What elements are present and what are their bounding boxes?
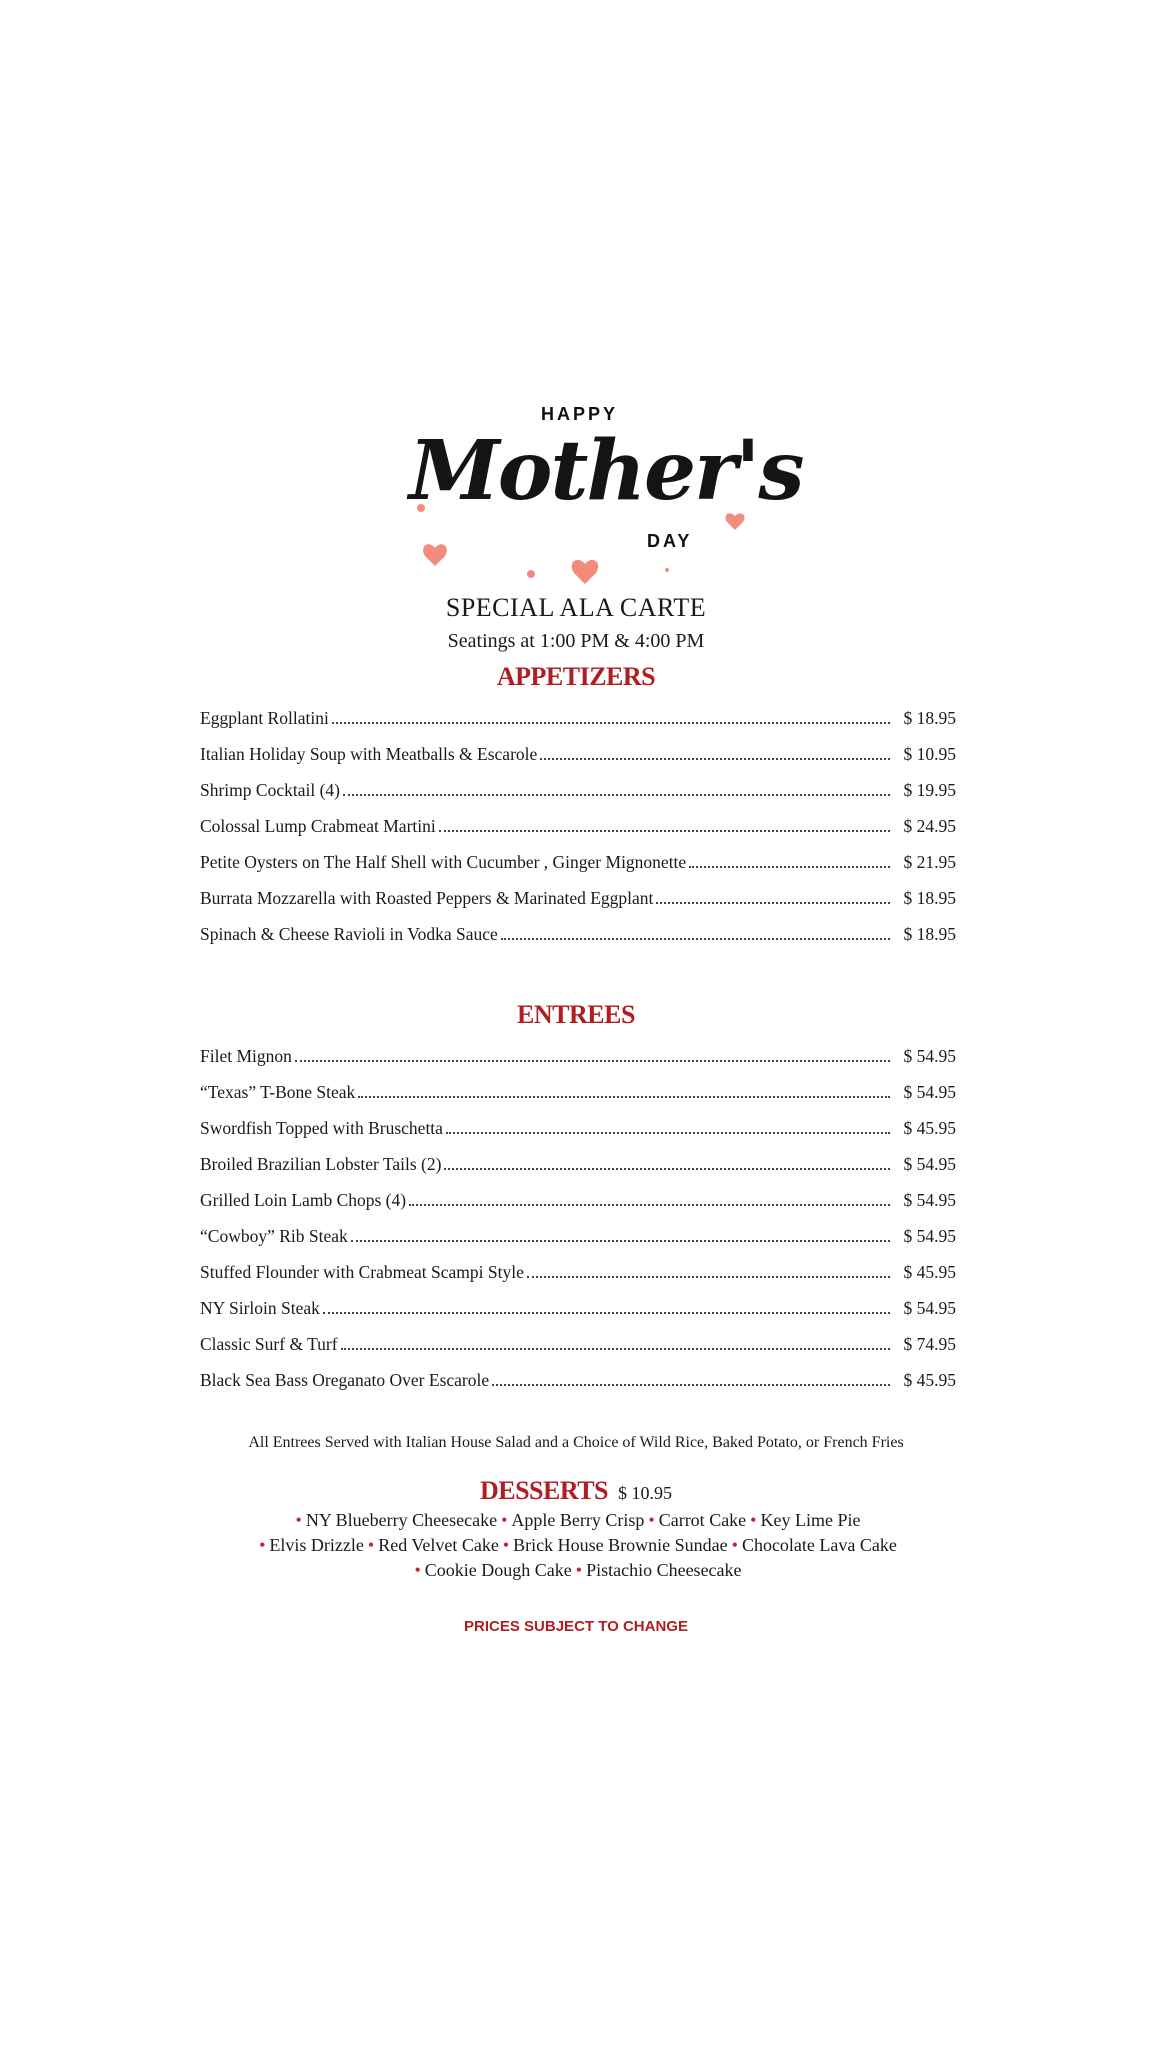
dot-leader xyxy=(446,1131,890,1134)
dot-leader xyxy=(351,1239,890,1242)
logo-day-text: DAY xyxy=(647,531,693,551)
menu-item-price: $ 10.95 xyxy=(903,744,956,764)
menu-item xyxy=(200,1226,956,1256)
menu-item xyxy=(200,1154,956,1184)
menu-item xyxy=(200,888,956,918)
seatings-text: Seatings at 1:00 PM & 4:00 PM xyxy=(447,630,705,652)
bullet-icon: • xyxy=(731,1535,738,1555)
logo-script-text: Mother's xyxy=(409,423,803,519)
menu-item-name: Black Sea Bass Oreganato Over Escarole xyxy=(200,1370,490,1390)
menu-item-price: $ 54.95 xyxy=(903,1046,956,1066)
desserts-price: $ 10.95 xyxy=(618,1483,673,1503)
dessert-item: Key Lime Pie xyxy=(760,1510,861,1530)
menu-item-name: Filet Mignon xyxy=(200,1046,292,1066)
dot-leader xyxy=(358,1095,890,1098)
menu-item-name: Stuffed Flounder with Crabmeat Scampi Style xyxy=(200,1262,524,1282)
dessert-item: Cookie Dough Cake xyxy=(424,1560,572,1580)
menu-item xyxy=(200,1118,956,1148)
bullet-icon: • xyxy=(259,1535,266,1555)
desserts-heading: DESSERTS xyxy=(479,1476,609,1505)
menu-item xyxy=(200,924,956,954)
bullet-icon: • xyxy=(750,1510,757,1530)
menu-item-price: $ 45.95 xyxy=(903,1118,956,1138)
dessert-line xyxy=(0,1535,1152,1556)
menu-item xyxy=(200,780,956,810)
menu-item-price: $ 54.95 xyxy=(903,1298,956,1318)
menu-item-name: Classic Surf & Turf xyxy=(200,1334,338,1354)
entrees-note: All Entrees Served with Italian House Salad and a Choice of Wild Rice, Baked Potato, or French Fries xyxy=(248,1434,904,1451)
menu-item-name: Swordfish Topped with Bruschetta xyxy=(200,1118,443,1138)
menu-item xyxy=(200,1262,956,1292)
bullet-icon: • xyxy=(575,1560,583,1580)
menu-item-name: “Cowboy” Rib Steak xyxy=(200,1226,348,1246)
bullet-icon: • xyxy=(648,1510,655,1530)
bullet-icon: • xyxy=(414,1560,421,1580)
menu-item-price: $ 74.95 xyxy=(903,1334,956,1354)
menu-item-price: $ 18.95 xyxy=(903,708,956,728)
menu-item-price: $ 54.95 xyxy=(903,1190,956,1210)
menu-item xyxy=(200,1046,956,1076)
dot-leader xyxy=(444,1167,890,1170)
menu-item-name: Eggplant Rollatini xyxy=(200,708,329,728)
menu-item xyxy=(200,852,956,882)
logo-happy-text: HAPPY xyxy=(541,404,619,424)
dot-leader xyxy=(527,1275,890,1278)
menu-item xyxy=(200,708,956,738)
menu-item xyxy=(200,1298,956,1328)
menu-item-name: Italian Holiday Soup with Meatballs & Escarole xyxy=(200,744,538,764)
menu-title: SPECIAL ALA CARTE xyxy=(445,593,707,622)
dessert-item: NY Blueberry Cheesecake xyxy=(305,1510,498,1530)
dot-leader xyxy=(689,865,890,868)
menu-item-price: $ 45.95 xyxy=(903,1262,956,1282)
menu-item-price: $ 18.95 xyxy=(903,888,956,908)
menu-item xyxy=(200,1082,956,1112)
dessert-item: Brick House Brownie Sundae xyxy=(513,1535,728,1555)
dot-leader xyxy=(343,793,890,796)
dot-leader xyxy=(656,901,890,904)
menu-item-name: Grilled Loin Lamb Chops (4) xyxy=(200,1190,407,1210)
dessert-item: Pistachio Cheesecake xyxy=(586,1560,742,1580)
dot-leader xyxy=(501,937,890,940)
menu-item-price: $ 54.95 xyxy=(903,1082,956,1102)
menu-item-price: $ 18.95 xyxy=(903,924,956,944)
dot-leader xyxy=(492,1383,890,1386)
bullet-icon: • xyxy=(295,1510,302,1530)
dot-leader xyxy=(295,1059,890,1062)
dot-leader xyxy=(332,721,890,724)
menu-item-price: $ 54.95 xyxy=(903,1154,956,1174)
dessert-item: Carrot Cake xyxy=(658,1510,747,1530)
dessert-line xyxy=(0,1560,1152,1581)
menu-item xyxy=(200,1370,956,1400)
dot-leader xyxy=(323,1311,890,1314)
menu-item-name: Shrimp Cocktail (4) xyxy=(200,780,340,800)
dessert-item: Elvis Drizzle xyxy=(269,1535,364,1555)
entrees-heading: ENTREES xyxy=(517,1000,635,1029)
menu-item xyxy=(200,1334,956,1364)
menu-item xyxy=(200,744,956,774)
menu-item-name: “Texas” T-Bone Steak xyxy=(200,1082,356,1102)
dessert-item: Chocolate Lava Cake xyxy=(741,1535,897,1555)
desserts-heading-row xyxy=(0,1476,1152,1506)
menu-item-name: Petite Oysters on The Half Shell with Cucumber , Ginger Mignonette xyxy=(200,852,687,872)
menu-item-price: $ 54.95 xyxy=(903,1226,956,1246)
menu-item-name: Broiled Brazilian Lobster Tails (2) xyxy=(200,1154,442,1174)
mothers-day-logo xyxy=(405,398,803,588)
bullet-icon: • xyxy=(502,1535,510,1555)
dessert-item: Red Velvet Cake xyxy=(378,1535,499,1555)
dot-leader xyxy=(341,1347,890,1350)
menu-item-name: Burrata Mozzarella with Roasted Peppers & Marinated Eggplant xyxy=(200,888,654,908)
dot-leader xyxy=(540,757,890,760)
appetizers-heading: APPETIZERS xyxy=(496,662,656,691)
menu-item-name: Spinach & Cheese Ravioli in Vodka Sauce xyxy=(200,924,498,944)
menu-item-name: NY Sirloin Steak xyxy=(200,1298,320,1318)
menu-item xyxy=(200,816,956,846)
dot-leader xyxy=(439,829,890,832)
menu-item-price: $ 45.95 xyxy=(903,1370,956,1390)
menu-item-price: $ 24.95 xyxy=(903,816,956,836)
dot-leader xyxy=(409,1203,890,1206)
dessert-item: Apple Berry Crisp xyxy=(511,1510,645,1530)
bullet-icon: • xyxy=(501,1510,508,1530)
prices-disclaimer: PRICES SUBJECT TO CHANGE xyxy=(464,1618,688,1635)
menu-item-name: Colossal Lump Crabmeat Martini xyxy=(200,816,436,836)
menu-item-price: $ 19.95 xyxy=(903,780,956,800)
menu-item xyxy=(200,1190,956,1220)
bullet-icon: • xyxy=(367,1535,375,1555)
menu-item-price: $ 21.95 xyxy=(903,852,956,872)
dessert-line xyxy=(0,1510,1152,1531)
